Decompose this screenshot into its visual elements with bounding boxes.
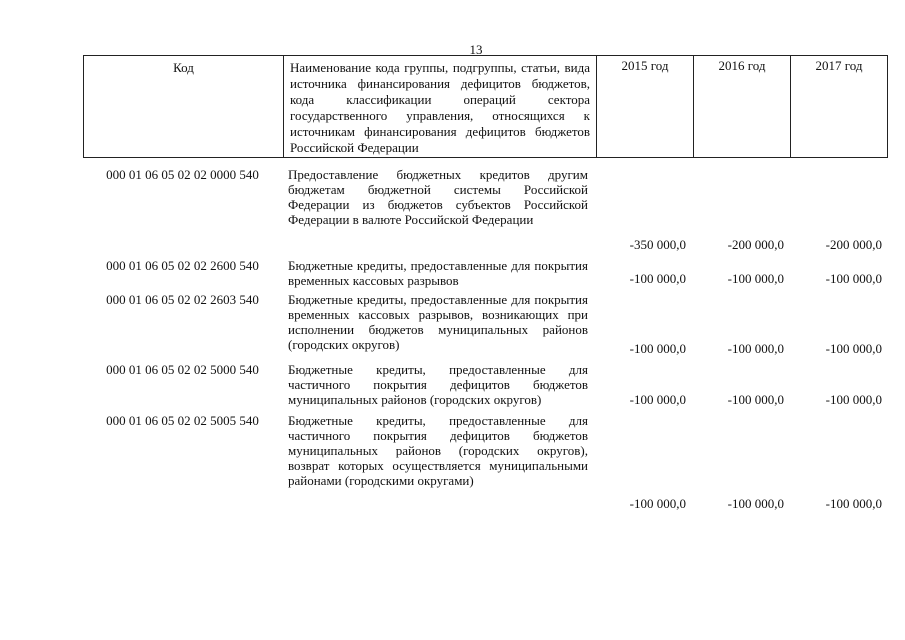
row-value-2015: -100 000,0: [629, 341, 686, 356]
row-name: Предоставление бюджетных кредитов другим бюджетам бюджетной системы Российской Федерации из бюджетов субъектов Российской Федерации в валюте Российской Федерации: [288, 167, 588, 227]
header-year-2017: 2017 год: [791, 56, 888, 158]
table-row: [83, 288, 888, 358]
header-year-2016: 2016 год: [694, 56, 791, 158]
row-value-2015: -350 000,0: [629, 237, 686, 252]
row-name: Бюджетные кредиты, предоставленные для покрытия временных кассовых разрывов, возникающих при исполнении бюджетов муниципальных районов (городских округов): [288, 292, 588, 352]
row-value-2016: -100 000,0: [727, 392, 784, 407]
row-value-2017: -200 000,0: [825, 237, 882, 252]
row-name: Бюджетные кредиты, предоставленные для частичного покрытия дефицитов бюджетов муниципальных районов (городских округов), возврат которых осуществляется муниципальными районами (городскими округами): [288, 413, 588, 488]
row-value-2016: -100 000,0: [727, 496, 784, 511]
page-number: 13: [469, 42, 483, 57]
row-value-2016: -200 000,0: [727, 237, 784, 252]
header-name: Наименование кода группы, подгруппы, статьи, вида источника финансирования дефицитов бюджетов, кода классификации операций сектора государственного управления, относящихся к источникам финансирования дефицитов бюджетов Российской Федерации: [284, 56, 597, 158]
table-row: [83, 163, 888, 254]
row-name: Бюджетные кредиты, предоставленные для частичного покрытия дефицитов бюджетов муниципальных районов (городских округов): [288, 362, 588, 407]
row-value-2016: -100 000,0: [727, 271, 784, 286]
row-value-2017: -100 000,0: [825, 341, 882, 356]
table-header-row: [84, 56, 888, 158]
header-year-2015: 2015 год: [597, 56, 694, 158]
row-code: 000 01 06 05 02 02 0000 540: [106, 167, 259, 182]
row-code: 000 01 06 05 02 02 5005 540: [106, 413, 259, 428]
row-value-2015: -100 000,0: [629, 271, 686, 286]
table-body: [83, 163, 888, 513]
header-code: Код: [84, 56, 284, 158]
row-name: Бюджетные кредиты, предоставленные для покрытия временных кассовых разрывов: [288, 258, 588, 288]
row-code: 000 01 06 05 02 02 2603 540: [106, 292, 259, 307]
row-value-2015: -100 000,0: [629, 496, 686, 511]
row-value-2017: -100 000,0: [825, 271, 882, 286]
table-row: [83, 254, 888, 288]
row-value-2017: -100 000,0: [825, 496, 882, 511]
table-header: [83, 55, 888, 158]
row-code: 000 01 06 05 02 02 5000 540: [106, 362, 259, 377]
row-value-2016: -100 000,0: [727, 341, 784, 356]
table-row: [83, 358, 888, 409]
row-value-2015: -100 000,0: [629, 392, 686, 407]
row-value-2017: -100 000,0: [825, 392, 882, 407]
table-row: [83, 409, 888, 513]
row-code: 000 01 06 05 02 02 2600 540: [106, 258, 259, 273]
